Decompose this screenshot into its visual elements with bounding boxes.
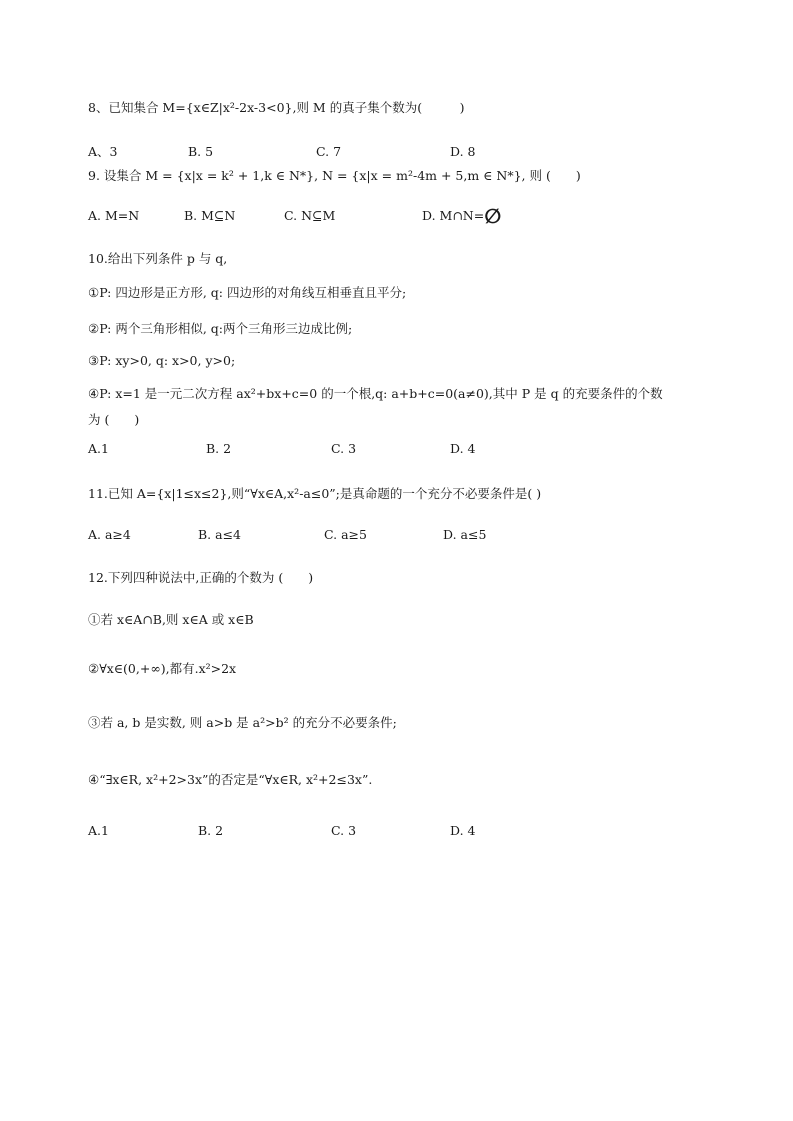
question-12-option-d: D. 4 (450, 823, 476, 838)
question-12-item-1: ①若 x∈A∩B,则 x∈A 或 x∈B (88, 612, 254, 627)
question-10-option-c: C. 3 (331, 441, 357, 456)
question-9-option-b: B. M⊆N (184, 208, 236, 223)
question-12-item-3: ③若 a, b 是实数, 则 a>b 是 a²>b² 的充分不必要条件; (88, 715, 397, 730)
question-10-option-a: A.1 (88, 441, 109, 456)
question-12-item-2: ②∀x∈(0,+∞),都有.x²>2x (88, 661, 237, 676)
question-10-item-4: ④P: x=1 是一元二次方程 ax²+bx+c=0 的一个根,q: a+b+c=0(a≠0),其中 P 是 q 的充要条件的个数 (88, 386, 663, 401)
question-10-option-d: D. 4 (450, 441, 476, 456)
question-12-option-a: A.1 (88, 823, 109, 838)
question-10-item-1: ①P: 四边形是正方形, q: 四边形的对角线互相垂直且平分; (88, 285, 407, 300)
question-12-option-b: B. 2 (198, 823, 224, 838)
question-8-option-a: A、3 (88, 144, 118, 159)
question-9-stem: 9. 设集合 M = {x|x = k² + 1,k ∈ N*}, N = {x|x = m²-4m + 5,m ∈ N*}, 则 ( ) (88, 168, 581, 183)
question-12-stem: 12.下列四种说法中,正确的个数为 ( ) (88, 570, 314, 585)
question-11-stem: 11.已知 A={x|1≤x≤2},则“∀x∈A,x²-a≤0”;是真命题的一个充分不必要条件是( ) (88, 486, 542, 501)
question-11-option-c: C. a≥5 (324, 527, 367, 542)
question-9-option-d (422, 204, 502, 228)
question-11-option-b: B. a≤4 (198, 527, 242, 542)
question-10-option-b: B. 2 (206, 441, 232, 456)
question-9-option-a: A. M=N (88, 208, 140, 223)
question-8-option-b: B. 5 (188, 144, 214, 159)
question-10-item-4-continued: 为 ( ) (88, 412, 140, 427)
question-9-option-c: C. N⊆M (284, 208, 336, 223)
question-11-option-a: A. a≥4 (88, 527, 131, 542)
question-10-item-3: ③P: xy>0, q: x>0, y>0; (88, 353, 236, 368)
question-10-item-2: ②P: 两个三角形相似, q:两个三角形三边成比例; (88, 321, 353, 336)
question-12-option-c: C. 3 (331, 823, 357, 838)
question-9-option-d-label: D. M∩N= (422, 208, 485, 223)
question-8-stem: 8、已知集合 M={x∈Z|x²-2x-3<0},则 M 的真子集个数为( ) (88, 100, 465, 115)
question-8-option-c: C. 7 (316, 144, 342, 159)
question-10-stem: 10.给出下列条件 p 与 q, (88, 251, 228, 266)
question-8-option-d: D. 8 (450, 144, 476, 159)
question-11-option-d: D. a≤5 (443, 527, 487, 542)
question-12-item-4: ④“∃x∈R, x²+2>3x”的否定是“∀x∈R, x²+2≤3x”. (88, 772, 373, 787)
empty-set-symbol: ∅ (484, 204, 502, 228)
